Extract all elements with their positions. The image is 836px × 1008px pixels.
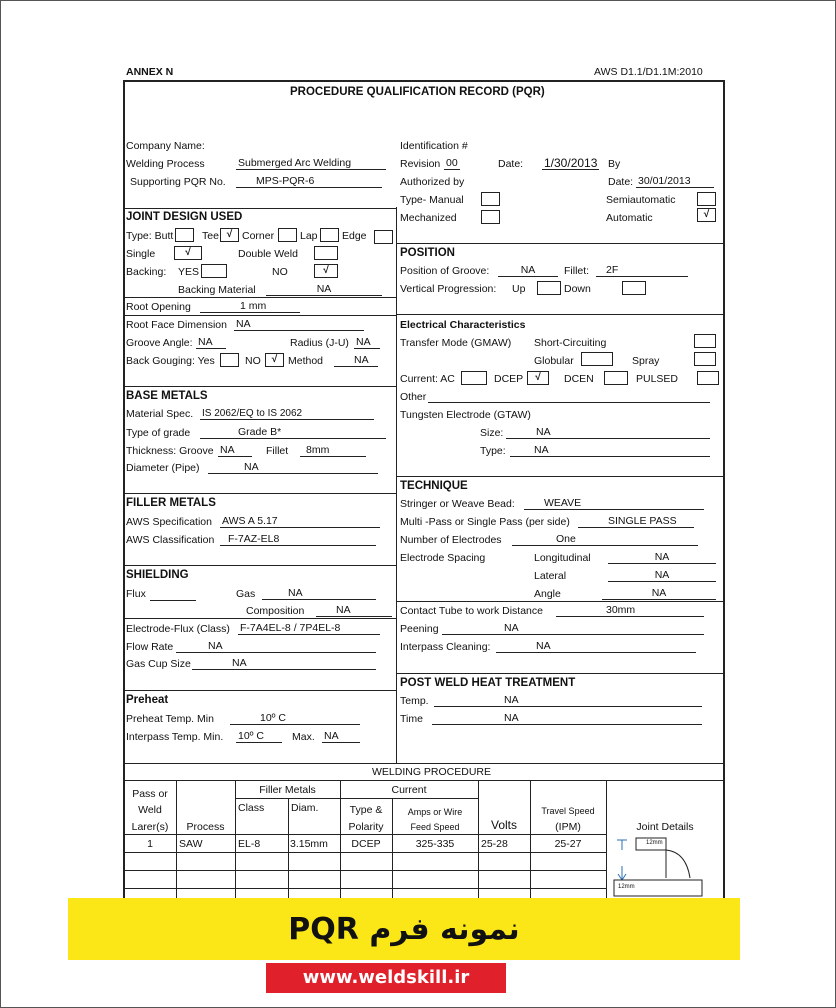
automatic-checkbox[interactable]: √	[697, 208, 716, 222]
table-cell-diam: 3.15mm	[290, 838, 328, 850]
form-right-border	[723, 80, 725, 900]
globular-checkbox[interactable]	[581, 352, 613, 366]
lateral-value[interactable]: NA	[608, 570, 716, 582]
preheat-temp-value[interactable]: 10º C	[230, 713, 360, 725]
edge-label: Edge	[342, 230, 367, 242]
double-weld-label: Double Weld	[238, 248, 298, 260]
col-header-volts: Volts	[490, 818, 517, 832]
tee-label: Tee	[202, 230, 219, 242]
backing-material-label: Backing Material	[178, 284, 256, 296]
auth-date-value[interactable]: 30/01/2013	[636, 176, 714, 188]
supporting-pqr-label: Supporting PQR No.	[130, 176, 226, 188]
col-header-travel: (IPM)	[555, 821, 581, 833]
table-cell-pass: 1	[147, 838, 153, 850]
divider	[123, 208, 397, 209]
groove-position-label: Position of Groove:	[400, 265, 490, 277]
by-label: By	[608, 158, 621, 170]
backing-no-checkbox[interactable]: √	[314, 264, 338, 278]
gas-label: Gas	[236, 588, 256, 600]
col-header-pass: Weld	[138, 804, 162, 816]
thickness-groove-value[interactable]: NA	[218, 445, 252, 457]
vertical-progression-label: Vertical Progression:	[400, 283, 497, 295]
interpass-temp-label: Interpass Temp. Min.	[126, 731, 224, 743]
table-line	[235, 798, 478, 799]
material-spec-label: Material Spec.	[126, 408, 194, 420]
date-label: Date:	[498, 158, 524, 170]
root-face-value[interactable]: NA	[234, 319, 364, 331]
preheat-heading: Preheat	[126, 694, 169, 706]
col-header-travel: Travel Speed	[541, 806, 595, 816]
corner-label: Corner	[242, 230, 275, 242]
backing-no-label: NO	[272, 266, 288, 278]
col-header-type: Polarity	[348, 821, 384, 833]
peening-value[interactable]: NA	[442, 623, 704, 635]
back-gouging-no-checkbox[interactable]: √	[265, 353, 284, 367]
size-label: Size:	[480, 427, 504, 439]
col-header-diam: Diam.	[291, 802, 319, 814]
pwht-heading: POST WELD HEAT TREATMENT	[400, 677, 576, 689]
divider	[396, 673, 724, 674]
butt-checkbox[interactable]	[175, 228, 194, 242]
table-cell-amps: 325-335	[415, 838, 455, 850]
num-electrodes-label: Number of Electrodes	[400, 534, 502, 546]
col-header-pass: Pass or	[132, 788, 168, 800]
max-value[interactable]: NA	[322, 731, 360, 743]
table-cell-process: SAW	[179, 838, 203, 850]
lap-label: Lap	[300, 230, 318, 242]
standard-label: AWS D1.1/D1.1M:2010	[594, 66, 703, 78]
table-col-line	[478, 780, 479, 900]
company-name-label: Company Name:	[126, 140, 205, 152]
table-cell-class: EL-8	[238, 838, 261, 850]
tee-checkbox[interactable]: √	[220, 228, 239, 242]
base-metals-heading: BASE METALS	[126, 390, 208, 402]
joint-dimension-label: 12mm	[646, 840, 663, 846]
table-col-line	[606, 780, 607, 900]
max-label: Max.	[292, 731, 315, 743]
interpass-temp-value[interactable]: 10º C	[236, 731, 282, 743]
col-header-amps: Feed Speed	[410, 822, 460, 832]
welding-procedure-heading: WELDING PROCEDURE	[372, 766, 492, 778]
lap-checkbox[interactable]	[320, 228, 339, 242]
flow-rate-label: Flow Rate	[126, 641, 174, 653]
down-checkbox[interactable]	[622, 281, 646, 295]
type-label: Type:	[480, 445, 506, 457]
table-cell-travel: 25-27	[554, 838, 582, 850]
multi-pass-label: Multi -Pass or Single Pass (per side)	[400, 516, 570, 528]
electrical-heading: Electrical Characteristics	[400, 319, 526, 331]
electrode-flux-value[interactable]: F-7A4EL-8 / 7P4EL-8	[238, 623, 380, 635]
col-header-amps: Amps or Wire	[407, 807, 463, 817]
divider	[396, 243, 724, 244]
table-col-line	[176, 780, 177, 900]
backing-label: Backing:	[126, 266, 167, 278]
divider	[396, 601, 724, 602]
supporting-pqr-value[interactable]: MPS-PQR-6	[236, 176, 382, 188]
composition-value[interactable]: NA	[316, 605, 392, 617]
material-spec-value[interactable]: IS 2062/EQ to IS 2062	[200, 408, 374, 420]
short-circuiting-checkbox[interactable]	[694, 334, 716, 348]
divider	[123, 315, 397, 316]
groove-angle-label: Groove Angle:	[126, 337, 193, 349]
type-value[interactable]: NA	[510, 445, 710, 457]
col-header-joint: Joint Details	[636, 821, 694, 833]
flux-label: Flux	[126, 588, 146, 600]
longitudinal-value[interactable]: NA	[608, 552, 716, 564]
up-checkbox[interactable]	[537, 281, 561, 295]
form-title: PROCEDURE QUALIFICATION RECORD (PQR)	[290, 86, 545, 98]
authorized-by-label: Authorized by	[400, 176, 465, 188]
revision-value[interactable]: 00	[446, 157, 458, 169]
type-butt-label: Type: Butt	[126, 230, 174, 242]
other-label: Other	[400, 391, 427, 403]
position-heading: POSITION	[400, 247, 455, 259]
peening-label: Peening	[400, 623, 439, 635]
divider	[123, 565, 397, 566]
fillet-thickness-value[interactable]: 8mm	[300, 445, 366, 457]
back-gouging-yes-checkbox[interactable]	[220, 353, 239, 367]
filler-metals-heading: FILLER METALS	[126, 497, 216, 509]
short-circuiting-label: Short-Circuiting	[534, 337, 607, 349]
fillet-thickness-label: Fillet	[266, 445, 289, 457]
globular-label: Globular	[534, 355, 574, 367]
stringer-value[interactable]: WEAVE	[524, 498, 704, 510]
other-line	[428, 402, 710, 403]
aws-spec-value[interactable]: AWS A 5.17	[220, 516, 380, 528]
stringer-label: Stringer or Weave Bead:	[400, 498, 515, 510]
website-link[interactable]: www.weldskill.ir	[266, 963, 506, 993]
divider	[396, 476, 724, 477]
back-gouging-label: Back Gouging: Yes	[126, 355, 215, 367]
ctwd-label: Contact Tube to work Distance	[400, 605, 543, 617]
electrode-spacing-label: Electrode Spacing	[400, 552, 486, 564]
fillet-position-label: Fillet:	[564, 265, 590, 277]
semiautomatic-label: Semiautomatic	[606, 194, 676, 206]
dcen-label: DCEN	[564, 373, 594, 385]
preheat-temp-label: Preheat Temp. Min	[126, 713, 214, 725]
angle-value[interactable]: NA	[602, 588, 716, 600]
col-header-process: Process	[186, 821, 225, 833]
banner-title: نمونه فرم PQR	[288, 912, 520, 947]
root-opening-value[interactable]: 1 mm	[200, 301, 300, 313]
welding-process-value[interactable]: Submerged Arc Welding	[236, 158, 386, 170]
transfer-mode-label: Transfer Mode (GMAW)	[400, 337, 512, 349]
thickness-groove-label: Thickness: Groove	[126, 445, 214, 457]
joint-dimension-label: 12mm	[618, 884, 635, 890]
ac-checkbox[interactable]	[461, 371, 487, 385]
table-cell-type: DCEP	[351, 838, 381, 850]
interpass-cleaning-label: Interpass Cleaning:	[400, 641, 491, 653]
mechanized-label: Mechanized	[400, 212, 457, 224]
single-label: Single	[126, 248, 156, 260]
table-cell-volts: 25-28	[481, 838, 508, 850]
electrode-flux-label: Electrode-Flux (Class)	[126, 623, 230, 635]
column-divider	[396, 207, 397, 763]
date-value[interactable]: 1/30/2013	[544, 156, 598, 170]
current-ac-label: Current: AC	[400, 373, 455, 385]
fillet-position-value[interactable]: 2F	[596, 265, 688, 277]
aws-class-label: AWS Classification	[126, 534, 215, 546]
diameter-label: Diameter (Pipe)	[126, 462, 200, 474]
flux-line	[150, 600, 196, 601]
revision-label: Revision	[400, 158, 441, 170]
divider	[396, 314, 724, 315]
angle-label: Angle	[534, 588, 561, 600]
backing-yes-label: YES	[178, 266, 200, 278]
semiautomatic-checkbox[interactable]	[697, 192, 716, 206]
aws-class-value[interactable]: F-7AZ-EL8	[220, 534, 376, 546]
pwht-temp-value[interactable]: NA	[434, 695, 702, 707]
welding-process-label: Welding Process	[126, 158, 205, 170]
groove-position-value[interactable]: NA	[498, 265, 558, 277]
form-left-border	[123, 80, 125, 900]
spray-label: Spray	[632, 355, 660, 367]
auth-date-label: Date:	[608, 176, 634, 188]
size-value[interactable]: NA	[506, 427, 710, 439]
num-electrodes-value[interactable]: One	[512, 534, 698, 546]
divider	[123, 690, 397, 691]
down-label: Down	[564, 283, 591, 295]
title-banner	[68, 898, 740, 960]
table-line	[123, 852, 606, 853]
flow-rate-value[interactable]: NA	[176, 641, 376, 653]
gas-value[interactable]: NA	[262, 588, 376, 600]
mechanized-checkbox[interactable]	[481, 210, 500, 224]
longitudinal-label: Longitudinal	[534, 552, 591, 564]
pwht-time-value[interactable]: NA	[432, 713, 702, 725]
lateral-label: Lateral	[534, 570, 567, 582]
dcen-checkbox[interactable]	[604, 371, 628, 385]
manual-checkbox[interactable]	[481, 192, 500, 206]
table-line	[123, 870, 606, 871]
up-label: Up	[512, 283, 526, 295]
aws-spec-label: AWS Specification	[126, 516, 212, 528]
joint-detail-sketch	[612, 836, 712, 898]
identification-label: Identification #	[400, 140, 468, 152]
table-top-line	[123, 763, 725, 764]
multi-pass-value[interactable]: SINGLE PASS	[578, 516, 694, 528]
double-weld-checkbox[interactable]	[314, 246, 338, 260]
edge-checkbox[interactable]	[374, 230, 393, 244]
back-gouging-no-label: NO	[245, 355, 261, 367]
joint-design-heading: JOINT DESIGN USED	[126, 211, 243, 223]
composition-label: Composition	[246, 605, 305, 617]
dcep-label: DCEP	[494, 373, 524, 385]
col-header-filler: Filler Metals	[259, 784, 316, 796]
annex-label: ANNEX N	[126, 66, 174, 78]
root-face-label: Root Face Dimension	[126, 319, 227, 331]
gas-cup-label: Gas Cup Size	[126, 658, 191, 670]
interpass-cleaning-value[interactable]: NA	[496, 641, 696, 653]
divider	[123, 297, 397, 298]
col-header-current: Current	[391, 784, 427, 796]
pwht-time-label: Time	[400, 713, 423, 725]
grade-label: Type of grade	[126, 427, 191, 439]
divider	[123, 618, 397, 619]
backing-yes-checkbox[interactable]	[201, 264, 227, 278]
type-manual-label: Type- Manual	[400, 194, 464, 206]
col-header-pass: Larer(s)	[131, 821, 169, 833]
shielding-heading: SHIELDING	[126, 569, 189, 581]
divider	[123, 386, 397, 387]
table-line	[123, 834, 606, 835]
single-checkbox[interactable]: √	[174, 246, 202, 260]
form-top-border	[123, 80, 725, 82]
spray-checkbox[interactable]	[694, 352, 716, 366]
method-label: Method	[288, 355, 324, 367]
dcep-checkbox[interactable]: √	[527, 371, 549, 385]
root-opening-label: Root Opening	[126, 301, 191, 313]
table-line	[123, 780, 725, 781]
ctwd-value[interactable]: 30mm	[556, 605, 704, 617]
col-header-class: Class	[238, 802, 265, 814]
radius-value[interactable]: NA	[354, 337, 380, 349]
pwht-temp-label: Temp.	[400, 695, 429, 707]
divider	[123, 493, 397, 494]
groove-angle-value[interactable]: NA	[196, 337, 226, 349]
corner-checkbox[interactable]	[278, 228, 297, 242]
table-col-line	[288, 798, 289, 900]
pulsed-checkbox[interactable]	[697, 371, 719, 385]
pulsed-label: PULSED	[636, 373, 679, 385]
method-value[interactable]: NA	[334, 355, 378, 367]
diameter-value[interactable]: NA	[208, 462, 378, 474]
tungsten-label: Tungsten Electrode (GTAW)	[400, 409, 531, 421]
table-line	[123, 888, 606, 889]
backing-material-value[interactable]: NA	[266, 284, 382, 296]
radius-label: Radius (J-U)	[290, 337, 349, 349]
grade-value[interactable]: Grade B*	[200, 427, 386, 439]
gas-cup-value[interactable]: NA	[192, 658, 376, 670]
automatic-label: Automatic	[606, 212, 653, 224]
col-header-type: Type &	[349, 804, 383, 816]
technique-heading: TECHNIQUE	[400, 480, 468, 492]
